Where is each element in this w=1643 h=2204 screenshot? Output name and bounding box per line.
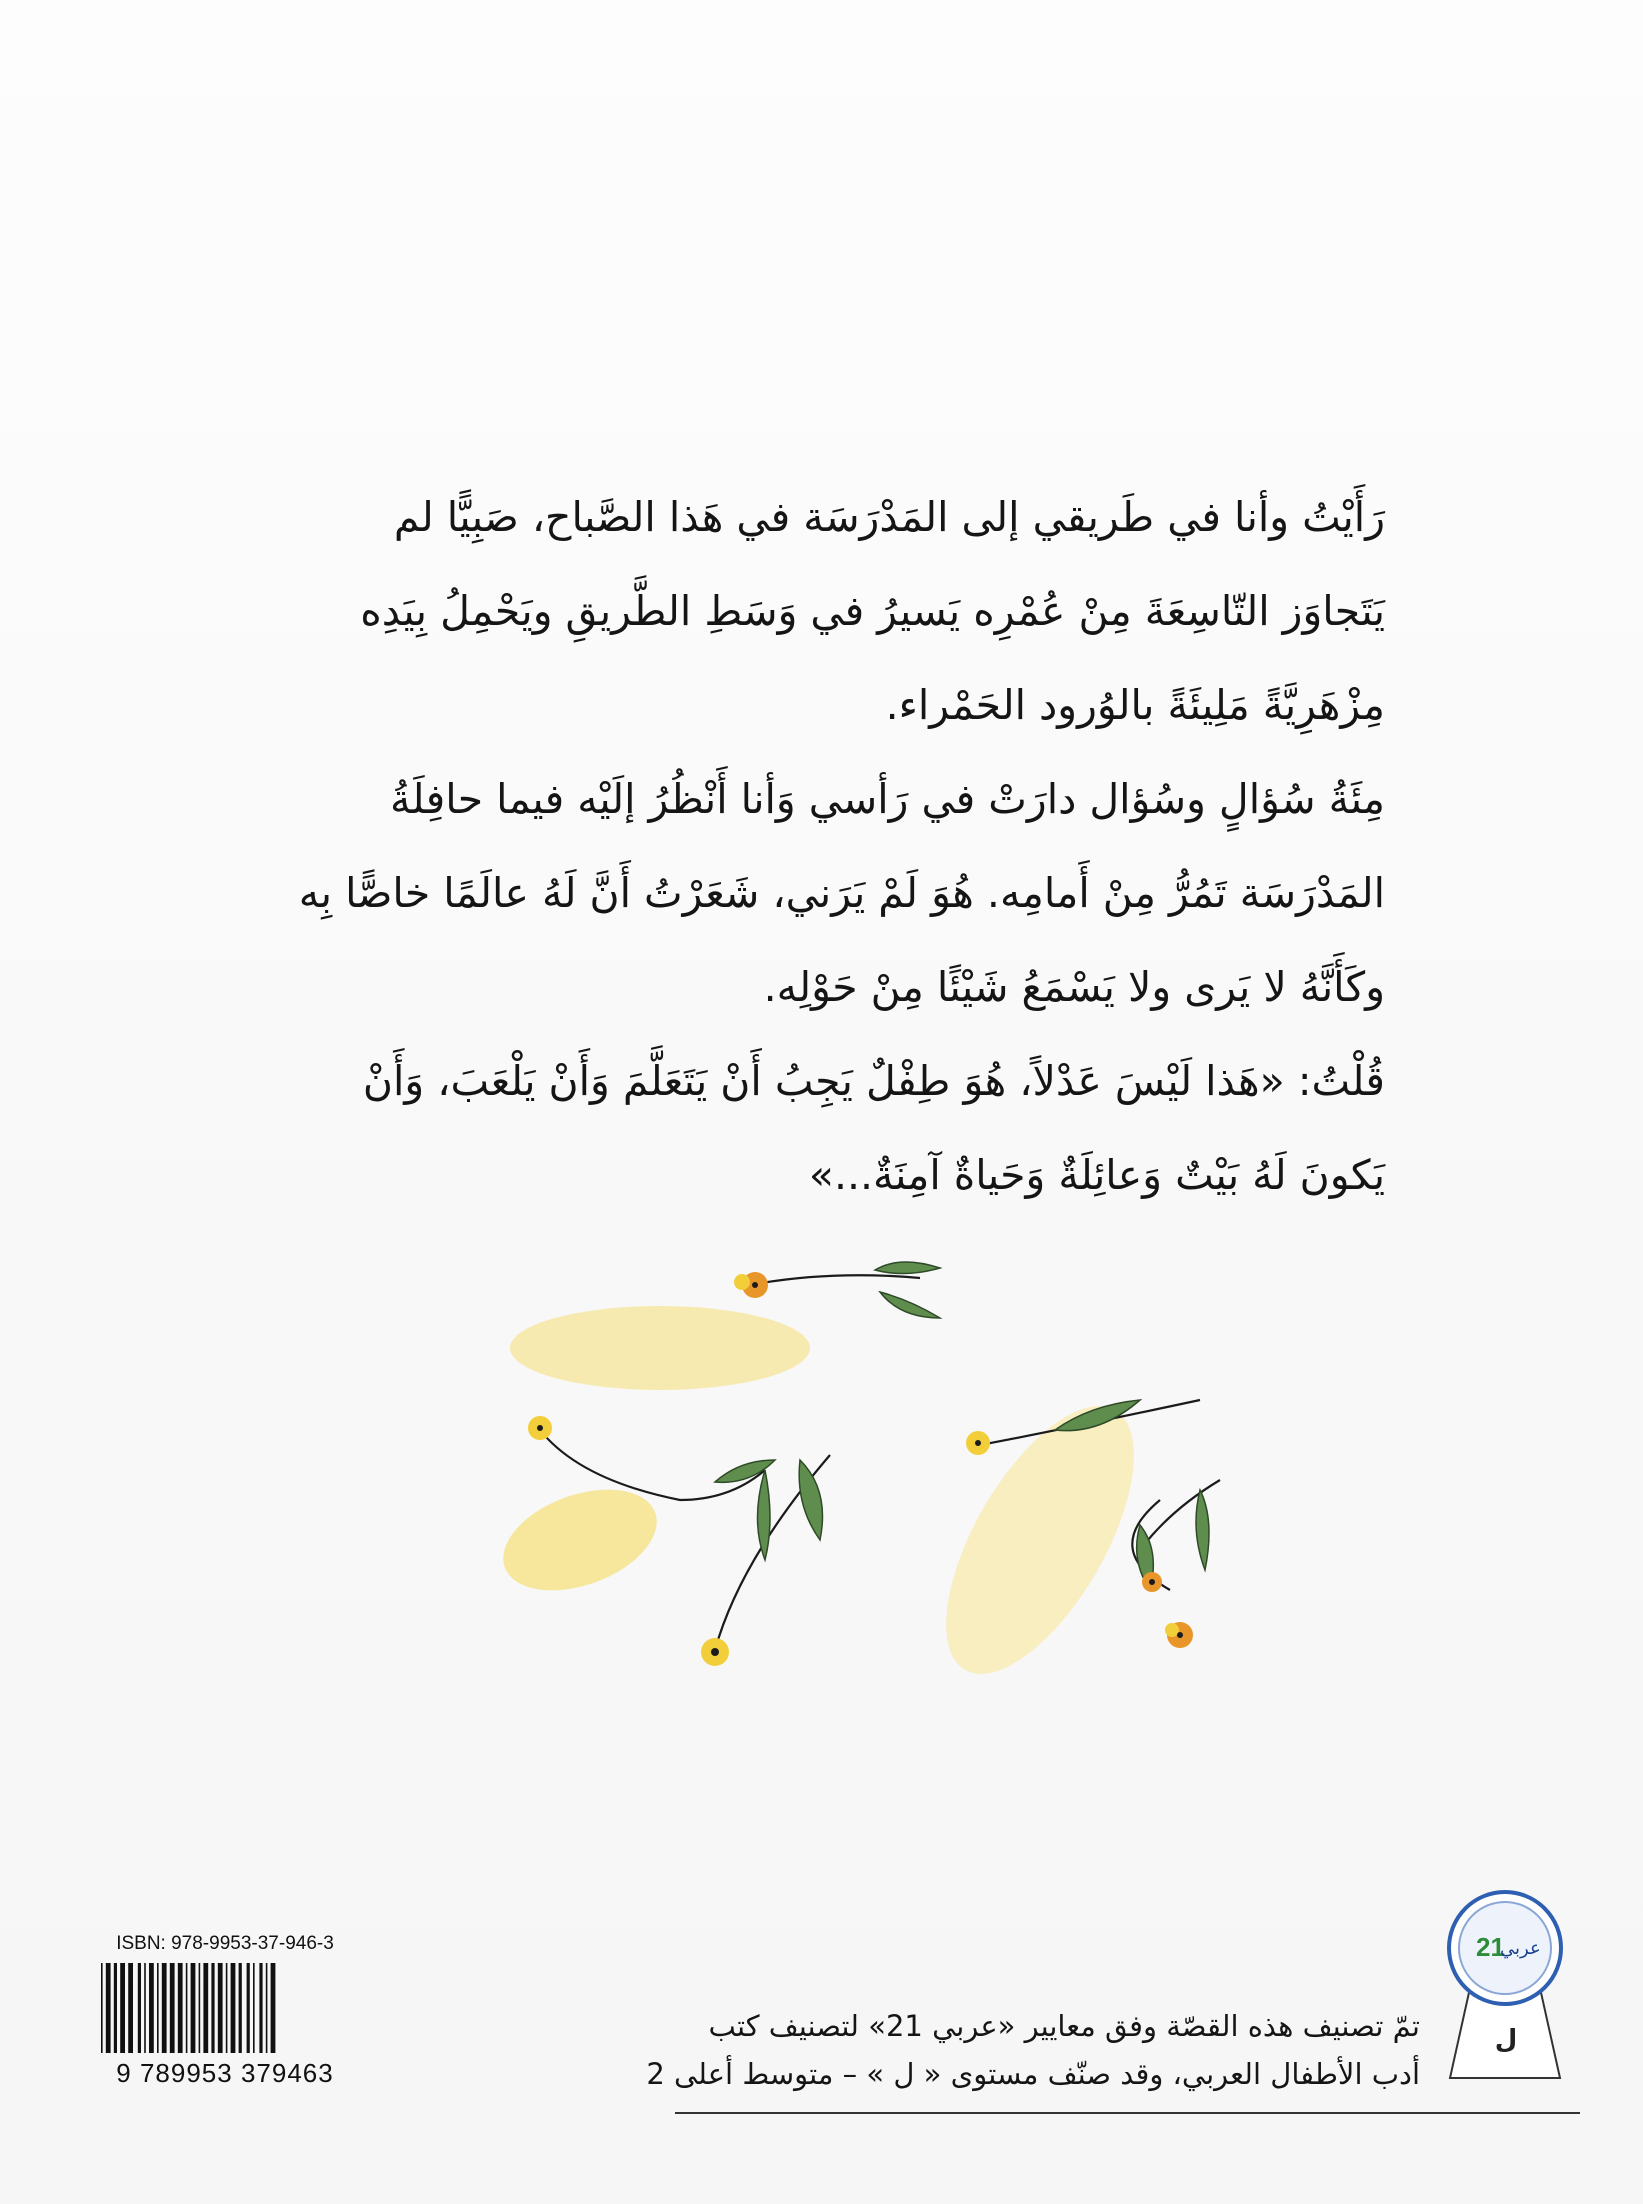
- barcode-bar: [218, 1963, 223, 2053]
- barcode-bar: [114, 1963, 117, 2053]
- classification-note: [600, 2002, 1420, 2098]
- leaf-1: [875, 1262, 940, 1274]
- barcode-bar: [144, 1963, 146, 2053]
- story-line-2: يَتَجاوَز التّاسِعَةَ مِنْ عُمْرِه يَسيرُ في وَسَطِ الطَّريقِ ويَحْمِلُ بِيَدِه: [360, 587, 1385, 635]
- barcode-bar: [191, 1963, 196, 2053]
- barcode-bars: [95, 1963, 355, 2058]
- badge-logo-word: عربي: [1500, 1938, 1541, 1959]
- barcode-bar: [101, 1963, 103, 2053]
- barcode-bar: [186, 1963, 188, 2053]
- story-line-7: قُلْتُ: «هَذا لَيْسَ عَدْلاً، هُوَ طِفْلٌ يَجِبُ أَنْ يَتَعَلَّمَ وَأَنْ يَلْعَبَ، وَأَنْ: [362, 1057, 1385, 1105]
- barcode-bar: [211, 1963, 214, 2053]
- flower-2: [528, 1416, 552, 1440]
- flower-4: [701, 1638, 729, 1666]
- leaf-4: [758, 1470, 771, 1560]
- flower-5: [1142, 1572, 1162, 1592]
- classification-line-2: أدب الأطفال العربي، وقد صنّف مستوى « ل » – متوسط أعلى 2: [646, 2057, 1420, 2091]
- story-line-5: المَدْرَسَة تَمُرُّ مِنْ أَمامِه. هُوَ لَمْ يَرَني، شَعَرْتُ أَنَّ لَهُ عالَمًا خاصًّا بِه: [298, 869, 1385, 917]
- barcode-bar: [253, 1963, 255, 2053]
- story-line-8: يَكونَ لَهُ بَيْتٌ وَعائِلَةٌ وَحَياةٌ آمِنَةٌ...»: [808, 1151, 1385, 1199]
- flower-3: [966, 1431, 990, 1455]
- classification-line-1: تمّ تصنيف هذه القصّة وفق معايير «عربي 21» لتصنيف كتب: [708, 2009, 1420, 2043]
- barcode-bar: [149, 1963, 154, 2053]
- badge-shape: [1430, 1888, 1580, 2088]
- flower-6: [1165, 1622, 1193, 1648]
- bottom-divider: [675, 2112, 1580, 2114]
- barcode-bar: [128, 1963, 133, 2053]
- badge-logo-number: 21: [1476, 1932, 1505, 1962]
- story-line-4: مِئَةُ سُؤالٍ وسُؤال دارَتْ في رَأسي وَأنا أَنْظُرُ إلَيْه فيما حافِلَةُ: [390, 775, 1385, 823]
- isbn-label: ISBN: 978-9953-37-946-3: [116, 1933, 334, 1954]
- story-text: [290, 470, 1385, 1222]
- barcode-bar: [170, 1963, 175, 2053]
- barcode-bar: [162, 1963, 167, 2053]
- arabi21-badge: [1430, 1888, 1580, 2088]
- barcode-bar: [120, 1963, 125, 2053]
- yellow-wash-top: [510, 1306, 810, 1390]
- barcode-bar: [157, 1963, 159, 2053]
- badge-level-letter: ل: [1494, 2025, 1518, 2055]
- leaf-8: [1196, 1490, 1209, 1570]
- watercolor-flowers-illustration: [500, 1230, 1260, 1690]
- leaf-5: [799, 1460, 822, 1540]
- barcode-bar: [203, 1963, 208, 2053]
- flower-1: [734, 1272, 768, 1298]
- barcode-bar: [239, 1963, 242, 2053]
- barcode-bar: [106, 1963, 111, 2053]
- story-line-6: وكَأَنَّهُ لا يَرى ولا يَسْمَعُ شَيْئًا مِنْ حَوْلِه.: [763, 963, 1385, 1011]
- barcode-bar: [226, 1963, 228, 2053]
- leaf-2: [880, 1292, 940, 1318]
- yellow-wash-right: [909, 1378, 1172, 1690]
- barcode-bar: [231, 1963, 236, 2053]
- barcode-bar: [271, 1963, 276, 2053]
- barcode-digits: 9 789953 379463: [116, 2058, 334, 2088]
- barcode-bar: [259, 1963, 262, 2053]
- barcode-bar: [138, 1963, 141, 2053]
- barcode-bar: [247, 1963, 250, 2053]
- story-line-1: رَأَيْتُ وأنا في طَريقي إلى المَدْرَسَة في هَذا الصَّباح، صَبِيًّا لم: [393, 493, 1385, 541]
- barcode-bar: [199, 1963, 201, 2053]
- barcode-block: [95, 1933, 355, 2113]
- story-line-3: مِزْهَرِيَّةً مَلِيئَةً بالوُرود الحَمْراء.: [885, 681, 1385, 729]
- barcode-bar: [266, 1963, 268, 2053]
- barcode-bar: [178, 1963, 183, 2053]
